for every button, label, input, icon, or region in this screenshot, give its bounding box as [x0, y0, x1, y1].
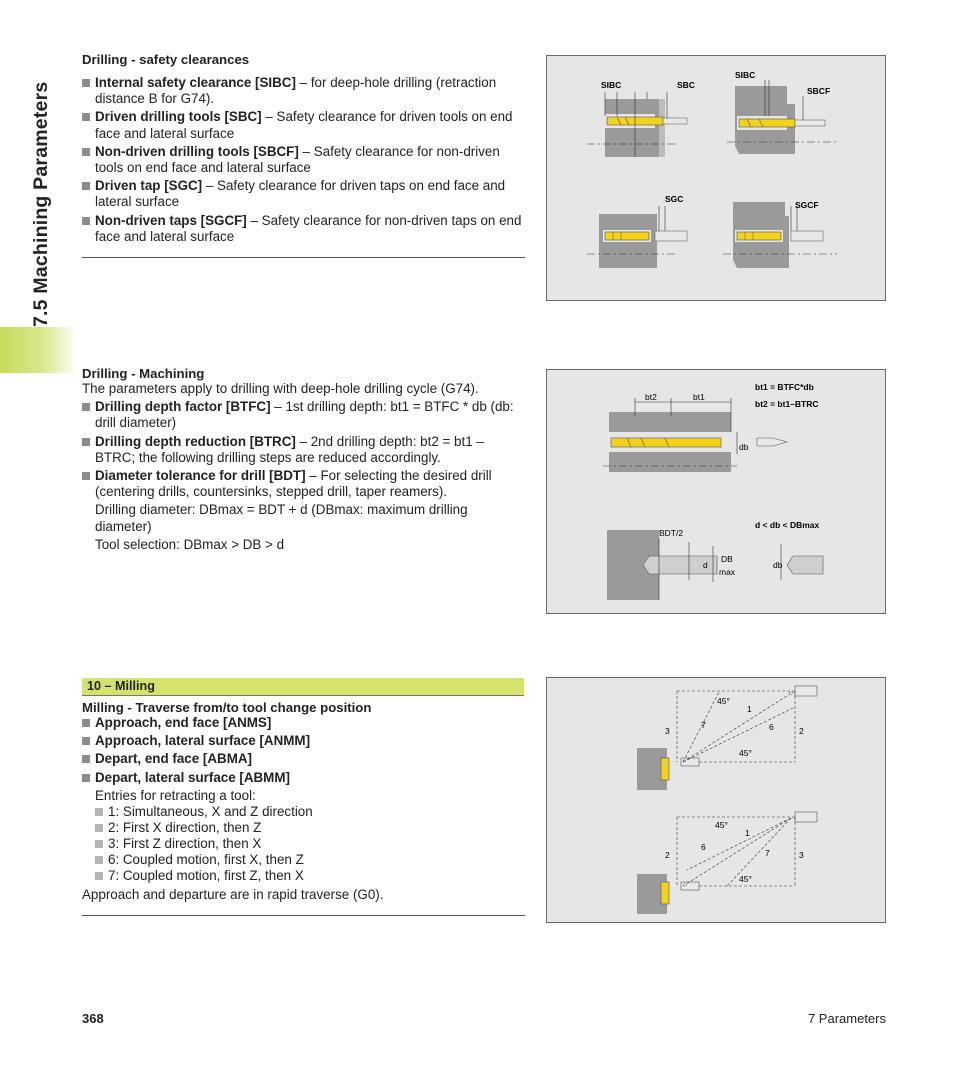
tap-shape	[605, 232, 649, 240]
milling-list	[82, 715, 525, 786]
machining-heading: Drilling - Machining	[82, 366, 205, 381]
angle-label: 45°	[715, 820, 728, 830]
parameter-description: – Safety clearance for driven tools on end face and lateral surface	[95, 109, 513, 141]
parameter-term: Non-driven taps [SGCF]	[95, 212, 247, 228]
parameter-term: Internal safety clearance [SIBC]	[95, 75, 296, 90]
safety-rule	[82, 257, 525, 258]
label-range: d < db < DBmax	[755, 520, 820, 530]
label-db-upper: DB	[721, 554, 733, 564]
tap-shape	[737, 232, 781, 240]
route-label-2: 2	[799, 726, 804, 736]
bullet-square-icon	[82, 774, 90, 782]
tool-shape	[661, 882, 669, 904]
entry-option-label: 2: First X direction, then Z	[108, 820, 262, 836]
bullet-square-icon	[82, 217, 90, 225]
route-label-1: 1	[745, 828, 750, 838]
machining-extra-diameter: Drilling diameter: DBmax = BDT + d (DBmax: maximum drilling diameter)	[95, 502, 468, 534]
route-label-1: 1	[747, 704, 752, 714]
angle-label: 45°	[739, 874, 752, 884]
chapter-tab-label: 7.5 Machining Parameters	[30, 81, 52, 327]
bullet-square-icon	[82, 148, 90, 156]
tool-change-position	[795, 686, 817, 696]
list-item	[82, 213, 525, 245]
milling-bar-label: 10 – Milling	[87, 679, 155, 693]
bullet-square-icon	[82, 719, 90, 727]
route-label-7: 7	[701, 720, 706, 730]
tool-change-position	[795, 812, 817, 822]
label-sgc: SGC	[665, 194, 684, 204]
entry-option	[82, 820, 525, 836]
list-item	[82, 144, 525, 176]
parameter-term: Drilling depth factor [BTFC]	[95, 399, 271, 415]
angle-label: 45°	[739, 748, 752, 758]
list-item	[82, 75, 525, 107]
machining-section	[82, 366, 525, 555]
parameter-description: – Safety clearance for non-driven tools on end face and lateral surface	[95, 143, 500, 176]
milling-entries-intro: Entries for retracting a tool:	[95, 787, 256, 803]
list-item	[82, 434, 525, 466]
bullet-square-icon	[82, 737, 90, 745]
milling-heading: Milling - Traverse from/to tool change position	[82, 700, 372, 715]
tool-at-workpiece	[681, 882, 699, 890]
bullet-square-icon	[82, 755, 90, 763]
milling-section-bar	[82, 678, 524, 696]
list-item	[82, 178, 525, 210]
footer-chapter: 7 Parameters	[807, 1011, 886, 1026]
list-item	[82, 733, 525, 749]
safety-diagram	[547, 56, 885, 300]
route-label-6: 6	[769, 722, 774, 732]
parameter-description: – 2nd drilling depth: bt2 = bt1 – BTRC; the following drilling steps are reduced accordingly.	[95, 433, 484, 465]
list-item	[82, 770, 525, 786]
drill-shape	[787, 556, 823, 574]
label-bt1: bt1	[693, 392, 705, 402]
parameter-term: Depart, end face [ABMA]	[95, 751, 252, 767]
milling-note: Approach and departure are in rapid traverse (G0).	[82, 887, 384, 903]
chapter-tab-highlight	[0, 327, 78, 373]
bullet-square-icon	[95, 840, 103, 848]
label-max: max	[719, 567, 736, 577]
parameter-term: Driven drilling tools [SBC]	[95, 109, 262, 125]
entry-option-label: 1: Simultaneous, X and Z direction	[108, 804, 313, 820]
bullet-square-icon	[82, 438, 90, 446]
label-sibc-2: SIBC	[735, 70, 756, 80]
route-label-6: 6	[701, 842, 706, 852]
machining-diagram	[547, 370, 885, 613]
machining-extra-selection: Tool selection: DBmax > DB > d	[95, 536, 285, 552]
page-number: 368	[82, 1011, 104, 1026]
bullet-square-icon	[95, 872, 103, 880]
parameter-term: Approach, end face [ANMS]	[95, 715, 272, 730]
milling-entries	[82, 804, 525, 884]
milling-rule	[82, 915, 525, 916]
bullet-square-icon	[95, 808, 103, 816]
bullet-square-icon	[82, 79, 90, 87]
entry-option-label: 6: Coupled motion, first X, then Z	[108, 852, 304, 868]
workpiece-shape	[659, 99, 665, 157]
entry-option	[82, 852, 525, 868]
parameter-description: – for deep-hole drilling (retraction distance B for G74).	[95, 75, 497, 107]
parameter-term: Non-driven drilling tools [SBCF]	[95, 143, 299, 159]
tap-holder	[655, 231, 687, 241]
angle-label: 45°	[717, 696, 730, 706]
bullet-square-icon	[82, 403, 90, 411]
parameter-term: Drilling depth reduction [BTRC]	[95, 433, 296, 449]
formula-bt1: bt1 = BTFC*db	[755, 382, 814, 392]
milling-section	[82, 700, 525, 903]
bullet-square-icon	[95, 856, 103, 864]
entry-option-label: 3: First Z direction, then X	[108, 836, 262, 852]
label-sgcf: SGCF	[795, 200, 819, 210]
bullet-square-icon	[82, 182, 90, 190]
milling-diagram	[547, 678, 885, 922]
entry-option	[82, 868, 525, 884]
machining-intro: The parameters apply to drilling with deep-hole drilling cycle (G74).	[82, 381, 479, 396]
route-label-3: 3	[665, 726, 670, 736]
list-item	[82, 399, 525, 431]
tool-at-workpiece	[681, 758, 699, 766]
drill-shank	[795, 120, 825, 126]
bullet-square-icon	[82, 472, 90, 480]
milling-figure	[546, 677, 886, 923]
label-d: d	[703, 560, 708, 570]
safety-section	[82, 52, 525, 247]
parameter-term: Diameter tolerance for drill [BDT]	[95, 468, 306, 484]
entry-option	[82, 804, 525, 820]
label-db-2: db	[773, 560, 783, 570]
label-bdt: BDT/2	[659, 528, 684, 538]
parameter-description: – 1st drilling depth: bt1 = BTFC * db (db: drill diameter)	[95, 399, 514, 431]
drill-tip-detail	[757, 438, 787, 446]
formula-bt2: bt2 = bt1–BTRC	[755, 399, 819, 409]
bullet-square-icon	[95, 824, 103, 832]
parameter-term: Driven tap [SGC]	[95, 178, 203, 194]
list-item	[82, 109, 525, 141]
safety-figure	[546, 55, 886, 301]
entry-option-label: 7: Coupled motion, first Z, then X	[108, 868, 304, 884]
list-item	[82, 715, 525, 731]
route-label-7: 7	[765, 848, 770, 858]
label-bt2: bt2	[645, 392, 657, 402]
machining-figure	[546, 369, 886, 614]
parameter-term: Approach, lateral surface [ANMM]	[95, 733, 311, 749]
parameter-description: – Safety clearance for non-driven taps on end face and lateral surface	[95, 212, 522, 244]
bullet-square-icon	[82, 113, 90, 121]
tap-holder	[791, 231, 823, 241]
label-sbc: SBC	[677, 80, 695, 90]
tool-shape	[661, 758, 669, 780]
parameter-description: – Safety clearance for driven taps on end face and lateral surface	[95, 178, 506, 210]
safety-list	[82, 75, 525, 245]
route-label-2: 2	[665, 850, 670, 860]
label-sbcf: SBCF	[807, 86, 831, 96]
entry-option	[82, 836, 525, 852]
drill-shank	[663, 118, 687, 124]
label-db: db	[739, 442, 749, 452]
route-label-3: 3	[799, 850, 804, 860]
parameter-description: – For selecting the desired drill (centering drills, countersinks, stepped drill, taper reamers).	[95, 468, 492, 500]
list-item	[82, 751, 525, 767]
safety-heading: Drilling - safety clearances	[82, 52, 250, 67]
list-item	[82, 468, 525, 500]
machining-list	[82, 399, 525, 500]
label-sibc: SIBC	[601, 80, 622, 90]
parameter-term: Depart, lateral surface [ABMM]	[95, 769, 290, 785]
